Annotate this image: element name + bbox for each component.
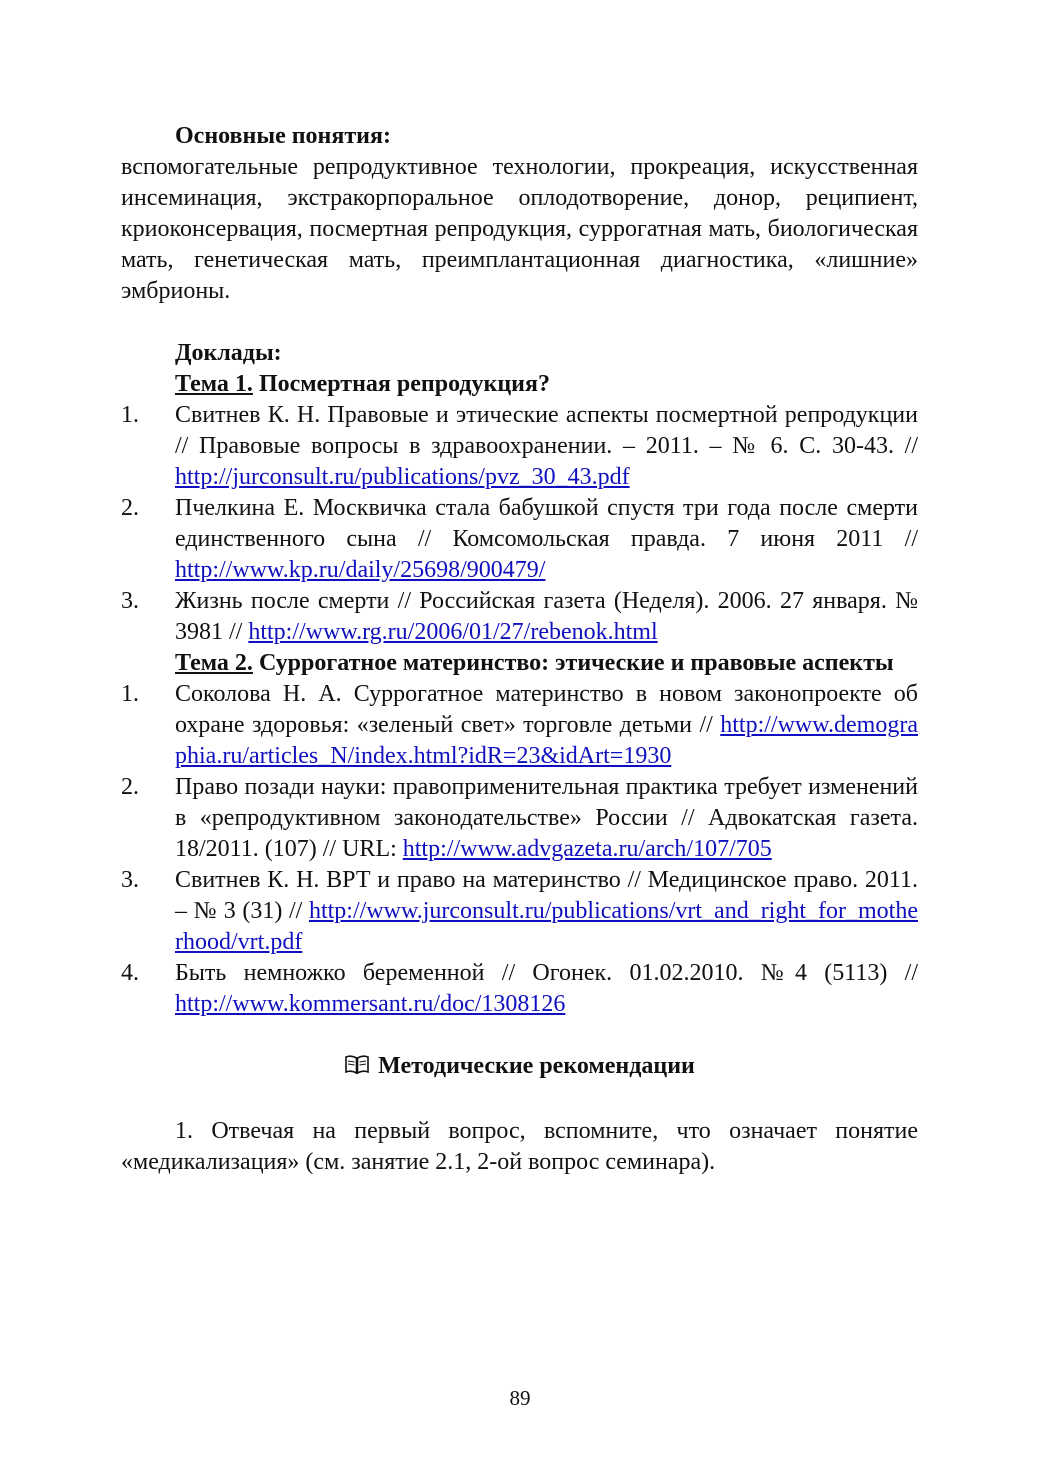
open-book-icon	[344, 1054, 370, 1085]
reports-heading: Доклады:	[175, 340, 282, 366]
item-number: 3.	[121, 867, 139, 893]
reference-text: Соколова Н. А. Суррогатное материнство в новом законопроекте об охране здоровья: «зеленый свет» торговле детьми //	[175, 681, 918, 738]
topic1-heading	[121, 369, 918, 400]
key-concepts-heading: Основные понятия:	[175, 123, 391, 149]
list-item	[121, 772, 918, 865]
topic2-heading	[121, 648, 918, 679]
topic1-title: Посмертная репродукция?	[252, 371, 550, 397]
reference-link[interactable]: http://www.rg.ru/2006/01/27/rebenok.html	[248, 619, 658, 645]
list-item	[121, 679, 918, 772]
list-item	[121, 586, 918, 648]
reference-link[interactable]: http://www.advgazeta.ru/arch/107/705	[402, 836, 772, 862]
page-number: 89	[509, 1386, 531, 1410]
reference-link[interactable]: http://www.jurconsult.ru/publications/vrt_and_right_for_motherhood/vrt.pdf	[175, 898, 918, 955]
item-number: 4.	[121, 960, 139, 986]
page-content	[121, 121, 918, 1178]
reference-text: Пчелкина Е. Москвичка стала бабушкой спустя три года после смерти единственного сына // Комсомольская правда. 7 июня 2011 //	[175, 495, 918, 552]
reference-link[interactable]: http://www.demographia.ru/articles_N/index.html?idR=23&idArt=1930	[175, 712, 918, 769]
topic2-label: Тема 2.	[175, 650, 253, 676]
list-item	[121, 493, 918, 586]
item-number: 1.	[121, 402, 139, 428]
item-number: 2.	[121, 495, 139, 521]
list-item	[121, 865, 918, 958]
methodical-paragraph: 1. Отвечая на первый вопрос, вспомните, что означает понятие «медикализация» (см. занятие 2.1, 2-ой вопрос семинара).	[121, 1118, 918, 1175]
methodical-heading	[121, 1051, 918, 1085]
topic2-reference-list	[121, 679, 918, 1020]
list-item	[121, 958, 918, 1020]
reference-link[interactable]: http://www.kommersant.ru/doc/1308126	[175, 991, 566, 1017]
topic2-title: Суррогатное материнство: этические и правовые аспекты	[252, 650, 894, 676]
reference-text: Право позади науки: правоприменительная практика требует изменений в «репродуктивном законодательстве» России // Адвокатская газета. 18/2011. (107) // URL:	[175, 774, 918, 862]
item-number: 1.	[121, 681, 139, 707]
item-number: 2.	[121, 774, 139, 800]
methodical-heading-text: Методические рекомендации	[378, 1053, 695, 1079]
reference-link[interactable]: http://www.kp.ru/daily/25698/900479/	[175, 557, 546, 583]
topic1-reference-list	[121, 400, 918, 648]
key-concepts-text: вспомогательные репродуктивное технологии, прокреация, искусственная инсеминация, экстракорпоральное оплодотворение, донор, реципиент, криоконсервация, посмертная репродукция, суррогатная мать, биологическая мать, генетическая мать, преимплантационная диагностика, «лишние» эмбрионы.	[121, 154, 918, 304]
reference-link[interactable]: http://jurconsult.ru/publications/pvz_30_43.pdf	[175, 464, 630, 490]
reference-text: Быть немножко беременной // Огонек. 01.02.2010. №4 (5113) //	[175, 960, 918, 986]
list-item	[121, 400, 918, 493]
item-number: 3.	[121, 588, 139, 614]
topic1-label: Тема 1.	[175, 371, 253, 397]
reference-text: Жизнь после смерти // Российская газета (Неделя). 2006. 27 января. № 3981 //	[175, 588, 918, 645]
reference-text: Свитнев К. Н. Правовые и этические аспекты посмертной репродукции // Правовые вопросы в здравоохранении. – 2011. – № 6. С. 30-43. //	[175, 402, 918, 459]
reference-text: Свитнев К. Н. ВРТ и право на материнство // Медицинское право. 2011. – № 3 (31) //	[175, 867, 918, 924]
